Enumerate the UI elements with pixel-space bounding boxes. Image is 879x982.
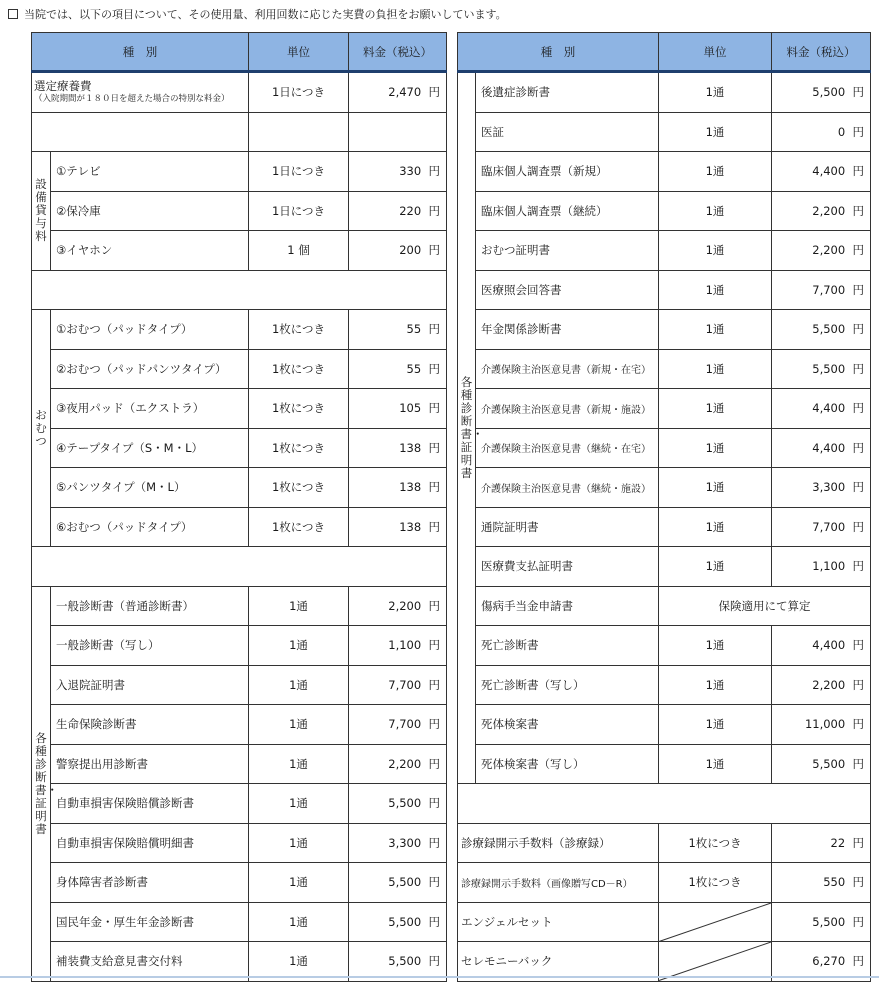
fee-cell xyxy=(349,586,447,626)
item-name: 死亡診断書（写し） xyxy=(476,665,659,705)
item-name: 国民年金・厚生年金診断書 xyxy=(51,902,249,942)
item-name: 警察提出用診断書 xyxy=(51,744,249,784)
fee-cell xyxy=(772,665,871,705)
table-row xyxy=(32,784,447,824)
header-row xyxy=(458,33,871,72)
unit-cell: 1通 xyxy=(249,665,349,705)
fee-cell xyxy=(772,547,871,587)
fee-value: 6,270 xyxy=(812,954,846,969)
fee-cell xyxy=(349,665,447,705)
header-unit: 単位 xyxy=(249,33,349,72)
table-row xyxy=(32,72,447,113)
item-name: 選定療養費 xyxy=(34,78,92,93)
unit-cell: 1枚につき xyxy=(249,310,349,350)
yen-unit: 円 xyxy=(852,914,864,929)
table-row xyxy=(458,310,871,350)
fee-value: 5,500 xyxy=(812,914,846,929)
yen-unit: 円 xyxy=(852,85,864,100)
yen-unit: 円 xyxy=(428,519,440,534)
group-label-cell xyxy=(32,152,51,271)
item-name: 介護保険主治医意見書（新規・施設） xyxy=(476,389,659,429)
table-row xyxy=(458,626,871,666)
fee-cell xyxy=(772,705,871,745)
fee-cell xyxy=(349,310,447,350)
table-row xyxy=(458,468,871,508)
unit-cell: 1枚につき xyxy=(249,389,349,429)
fee-cell xyxy=(772,389,871,429)
table-row xyxy=(458,507,871,547)
unit-cell: 1通 xyxy=(249,863,349,903)
table-row xyxy=(458,744,871,784)
item-name: 臨床個人調査票（新規） xyxy=(476,152,659,192)
unit-cell: 1通 xyxy=(659,270,772,310)
fee-value: 2,200 xyxy=(388,756,422,771)
table-row xyxy=(32,665,447,705)
group-label-cell xyxy=(32,310,51,547)
fee-value: 330 xyxy=(399,164,422,179)
fee-cell xyxy=(772,112,871,152)
item-name: 傷病手当金申請書 xyxy=(476,586,659,626)
table-row xyxy=(458,547,871,587)
fee-value: 138 xyxy=(399,519,422,534)
yen-unit: 円 xyxy=(428,85,440,100)
yen-unit: 円 xyxy=(428,203,440,218)
item-name: 死体検案書 xyxy=(476,705,659,745)
yen-unit: 円 xyxy=(428,164,440,179)
item-name: 生命保険診断書 xyxy=(51,705,249,745)
yen-unit: 円 xyxy=(428,954,440,969)
group-label: おむつ xyxy=(35,407,47,448)
fee-cell xyxy=(772,191,871,231)
unit-cell: 1通 xyxy=(249,942,349,982)
table-row xyxy=(458,705,871,745)
group-label: 各種診断書・証明書 xyxy=(35,730,58,836)
fee-value: 200 xyxy=(399,243,422,258)
table-row xyxy=(458,586,871,626)
unit-cell: 1通 xyxy=(249,744,349,784)
merged-cell: 保険適用にて算定 xyxy=(659,586,871,626)
item-note: （入院期間が１８０日を超えた場合の特別な料金） xyxy=(34,93,230,104)
item-name: 補装費支給意見書交付料 xyxy=(51,942,249,982)
yen-unit: 円 xyxy=(428,598,440,613)
item-name: 臨床個人調査票（継続） xyxy=(476,191,659,231)
fee-cell xyxy=(772,626,871,666)
table-row xyxy=(32,428,447,468)
fee-value: 5,500 xyxy=(812,756,846,771)
group-label-cell xyxy=(32,586,58,981)
group-label: 各種診断書・証明書 xyxy=(460,375,484,480)
unit-cell: 1通 xyxy=(659,152,772,192)
group-label: 設備貸与料 xyxy=(35,177,47,244)
blank-row xyxy=(32,112,447,152)
blank-row xyxy=(32,270,447,310)
unit-cell: 1通 xyxy=(659,310,772,350)
fee-cell xyxy=(772,270,871,310)
item-name: ④テープタイプ（S・M・L） xyxy=(51,428,249,468)
table-row xyxy=(32,626,447,666)
fee-cell xyxy=(349,349,447,389)
unit-cell: 1枚につき xyxy=(249,507,349,547)
yen-unit: 円 xyxy=(428,677,440,692)
unit-cell: 1日につき xyxy=(249,191,349,231)
fee-cell xyxy=(772,744,871,784)
item-name: 介護保険主治医意見書（継続・在宅） xyxy=(476,428,659,468)
fee-value: 4,400 xyxy=(812,164,846,179)
blank-cell xyxy=(249,112,349,152)
checkbox-bullet-icon xyxy=(8,9,18,19)
fee-cell xyxy=(349,507,447,547)
item-name: ②保冷庫 xyxy=(51,191,249,231)
table-row xyxy=(458,270,871,310)
fee-value: 7,700 xyxy=(812,519,846,534)
yen-unit: 円 xyxy=(852,875,864,890)
fee-value: 550 xyxy=(823,875,846,890)
unit-cell: 1通 xyxy=(659,349,772,389)
fee-value: 4,400 xyxy=(812,638,846,653)
fee-table-left xyxy=(31,32,447,982)
fee-value: 7,700 xyxy=(388,677,422,692)
fee-value: 5,500 xyxy=(388,954,422,969)
item-name: 身体障害者診断書 xyxy=(51,863,249,903)
yen-unit: 円 xyxy=(852,401,864,416)
table-row xyxy=(32,705,447,745)
fee-cell xyxy=(772,823,871,863)
item-name: 通院証明書 xyxy=(476,507,659,547)
fee-cell xyxy=(772,902,871,942)
item-name: エンジェルセット xyxy=(458,902,659,942)
bottom-border xyxy=(0,976,879,978)
item-name: 一般診断書（普通診断書） xyxy=(51,586,249,626)
fee-value: 5,500 xyxy=(812,361,846,376)
unit-cell: 1通 xyxy=(659,112,772,152)
item-name: 医証 xyxy=(476,112,659,152)
yen-unit: 円 xyxy=(852,124,864,139)
blank-cell xyxy=(32,547,447,587)
blank-cell xyxy=(458,784,871,824)
item-name: 医療照会回答書 xyxy=(476,270,659,310)
diagonal-slash-icon xyxy=(659,903,771,942)
fee-table-right xyxy=(457,32,871,982)
fee-value: 55 xyxy=(406,322,422,337)
fee-value: 138 xyxy=(399,440,422,455)
blank-cell xyxy=(349,112,447,152)
unit-cell: 1日につき xyxy=(249,152,349,192)
table-row xyxy=(32,863,447,903)
fee-cell xyxy=(349,468,447,508)
header-type: 種 別 xyxy=(458,33,659,72)
item-name: ③夜用パッド（エクストラ） xyxy=(51,389,249,429)
fee-cell xyxy=(772,231,871,271)
table-row xyxy=(32,902,447,942)
yen-unit: 円 xyxy=(852,440,864,455)
item-name: 介護保険主治医意見書（継続・施設） xyxy=(476,468,659,508)
item-name: 後遺症診断書 xyxy=(476,72,659,113)
yen-unit: 円 xyxy=(852,164,864,179)
fee-value: 2,200 xyxy=(812,677,846,692)
item-name: ⑥おむつ（パッドタイプ） xyxy=(51,507,249,547)
table-row xyxy=(458,231,871,271)
diagonal-slash-icon xyxy=(659,942,771,981)
table-row xyxy=(32,349,447,389)
fee-cell xyxy=(349,784,447,824)
yen-unit: 円 xyxy=(852,835,864,850)
unit-cell: 1通 xyxy=(659,626,772,666)
item-name: 医療費支払証明書 xyxy=(476,547,659,587)
fee-value: 4,400 xyxy=(812,440,846,455)
table-row xyxy=(32,468,447,508)
item-name: ⑤パンツタイプ（M・L） xyxy=(51,468,249,508)
fee-cell xyxy=(772,468,871,508)
blank-cell xyxy=(32,270,447,310)
unit-cell: 1通 xyxy=(249,784,349,824)
unit-cell: 1通 xyxy=(659,705,772,745)
header-row xyxy=(32,33,447,72)
table-row xyxy=(32,744,447,784)
item-name: 年金関係診断書 xyxy=(476,310,659,350)
item-name: 死亡診断書 xyxy=(476,626,659,666)
unit-cell: 1 個 xyxy=(249,231,349,271)
fee-cell xyxy=(349,902,447,942)
table-row xyxy=(458,152,871,192)
table-row xyxy=(32,389,447,429)
yen-unit: 円 xyxy=(852,243,864,258)
fee-value: 1,100 xyxy=(388,638,422,653)
name-cell xyxy=(32,72,249,113)
fee-cell xyxy=(349,626,447,666)
item-name: 一般診断書（写し） xyxy=(51,626,249,666)
fee-cell xyxy=(772,72,871,113)
unit-cell: 1通 xyxy=(249,823,349,863)
table-row xyxy=(32,586,447,626)
unit-cell: 1通 xyxy=(659,547,772,587)
yen-unit: 円 xyxy=(852,954,864,969)
fee-value: 7,700 xyxy=(812,282,846,297)
fee-cell xyxy=(349,823,447,863)
fee-cell xyxy=(349,389,447,429)
item-name: 自動車損害保険賠償診断書 xyxy=(51,784,249,824)
header-unit: 単位 xyxy=(659,33,772,72)
yen-unit: 円 xyxy=(852,519,864,534)
table-row xyxy=(458,428,871,468)
yen-unit: 円 xyxy=(428,480,440,495)
fee-value: 0 xyxy=(837,124,846,139)
fee-value: 2,200 xyxy=(812,203,846,218)
unit-cell: 1通 xyxy=(659,665,772,705)
blank-row xyxy=(32,547,447,587)
unit-cell: 1通 xyxy=(659,389,772,429)
unit-cell: 1通 xyxy=(249,586,349,626)
fee-value: 220 xyxy=(399,203,422,218)
yen-unit: 円 xyxy=(852,638,864,653)
table-row xyxy=(458,823,871,863)
table-row xyxy=(32,231,447,271)
fee-cell xyxy=(349,863,447,903)
fee-value: 3,300 xyxy=(388,835,422,850)
slash-cell xyxy=(659,902,772,942)
item-name: 診療録開示手数料（画像贈写CD－R） xyxy=(458,863,659,903)
header-type: 種 別 xyxy=(32,33,249,72)
fee-value: 22 xyxy=(830,835,846,850)
fee-cell xyxy=(349,744,447,784)
item-name: ①テレビ xyxy=(51,152,249,192)
fee-value: 5,500 xyxy=(812,85,846,100)
group-label-cell xyxy=(458,72,484,784)
fee-value: 5,500 xyxy=(388,914,422,929)
table-row xyxy=(32,191,447,231)
fee-value: 2,470 xyxy=(388,85,422,100)
yen-unit: 円 xyxy=(428,401,440,416)
yen-unit: 円 xyxy=(428,796,440,811)
fee-value: 2,200 xyxy=(812,243,846,258)
table-row xyxy=(32,152,447,192)
fee-cell xyxy=(772,349,871,389)
table-row xyxy=(458,665,871,705)
table-row xyxy=(32,823,447,863)
table-row xyxy=(458,389,871,429)
yen-unit: 円 xyxy=(852,480,864,495)
item-name: 自動車損害保険賠償明細書 xyxy=(51,823,249,863)
fee-cell xyxy=(349,191,447,231)
unit-cell: 1枚につき xyxy=(659,863,772,903)
blank-row xyxy=(458,784,871,824)
header-fee: 料金（税込） xyxy=(349,33,447,72)
table-row xyxy=(458,72,871,113)
unit-cell: 1通 xyxy=(659,468,772,508)
fee-cell xyxy=(349,72,447,113)
unit-cell: 1通 xyxy=(249,902,349,942)
fee-cell xyxy=(349,705,447,745)
intro-text: 当院では、以下の項目について、その使用量、利用回数に応じた実費の負担をお願いしています。 xyxy=(8,6,507,22)
unit-cell: 1通 xyxy=(659,507,772,547)
yen-unit: 円 xyxy=(852,756,864,771)
item-name: セレモニーバック xyxy=(458,942,659,982)
item-name: 死体検案書（写し） xyxy=(476,744,659,784)
unit-cell: 1日につき xyxy=(249,72,349,113)
fee-cell xyxy=(772,863,871,903)
yen-unit: 円 xyxy=(428,756,440,771)
unit-cell: 1通 xyxy=(659,72,772,113)
unit-cell: 1枚につき xyxy=(249,468,349,508)
fee-cell xyxy=(772,428,871,468)
table-row xyxy=(32,310,447,350)
yen-unit: 円 xyxy=(852,559,864,574)
unit-cell: 1枚につき xyxy=(249,428,349,468)
fee-cell xyxy=(772,507,871,547)
header-fee: 料金（税込） xyxy=(772,33,871,72)
item-name: 介護保険主治医意見書（新規・在宅） xyxy=(476,349,659,389)
yen-unit: 円 xyxy=(428,243,440,258)
fee-value: 11,000 xyxy=(804,717,846,732)
fee-value: 138 xyxy=(399,480,422,495)
fee-value: 55 xyxy=(406,361,422,376)
fee-cell xyxy=(349,231,447,271)
table-row xyxy=(458,863,871,903)
fee-cell xyxy=(772,310,871,350)
yen-unit: 円 xyxy=(428,835,440,850)
unit-cell: 1通 xyxy=(249,626,349,666)
item-name: 入退院証明書 xyxy=(51,665,249,705)
fee-value: 5,500 xyxy=(812,322,846,337)
yen-unit: 円 xyxy=(428,440,440,455)
fee-cell xyxy=(349,428,447,468)
yen-unit: 円 xyxy=(852,282,864,297)
fee-value: 5,500 xyxy=(388,875,422,890)
yen-unit: 円 xyxy=(428,322,440,337)
yen-unit: 円 xyxy=(852,677,864,692)
yen-unit: 円 xyxy=(852,322,864,337)
table-row xyxy=(458,191,871,231)
yen-unit: 円 xyxy=(428,914,440,929)
blank-cell xyxy=(32,112,249,152)
item-name: 診療録開示手数料（診療録） xyxy=(458,823,659,863)
fee-value: 105 xyxy=(399,401,422,416)
table-row xyxy=(32,507,447,547)
fee-cell xyxy=(349,152,447,192)
table-row xyxy=(458,902,871,942)
fee-value: 4,400 xyxy=(812,401,846,416)
yen-unit: 円 xyxy=(428,875,440,890)
yen-unit: 円 xyxy=(852,717,864,732)
table-row xyxy=(458,349,871,389)
fee-value: 3,300 xyxy=(812,480,846,495)
yen-unit: 円 xyxy=(428,638,440,653)
yen-unit: 円 xyxy=(428,361,440,376)
unit-cell: 1枚につき xyxy=(249,349,349,389)
fee-value: 7,700 xyxy=(388,717,422,732)
unit-cell: 1通 xyxy=(249,705,349,745)
yen-unit: 円 xyxy=(852,203,864,218)
item-name: ①おむつ（パッドタイプ） xyxy=(51,310,249,350)
fee-cell xyxy=(772,152,871,192)
item-name: おむつ証明書 xyxy=(476,231,659,271)
unit-cell: 1通 xyxy=(659,428,772,468)
fee-value: 5,500 xyxy=(388,796,422,811)
table-row xyxy=(458,112,871,152)
unit-cell: 1通 xyxy=(659,191,772,231)
fee-value: 2,200 xyxy=(388,598,422,613)
yen-unit: 円 xyxy=(428,717,440,732)
unit-cell: 1通 xyxy=(659,744,772,784)
unit-cell: 1枚につき xyxy=(659,823,772,863)
yen-unit: 円 xyxy=(852,361,864,376)
fee-value: 1,100 xyxy=(812,559,846,574)
item-name: ②おむつ（パッドパンツタイプ） xyxy=(51,349,249,389)
unit-cell: 1通 xyxy=(659,231,772,271)
item-name: ③イヤホン xyxy=(51,231,249,271)
